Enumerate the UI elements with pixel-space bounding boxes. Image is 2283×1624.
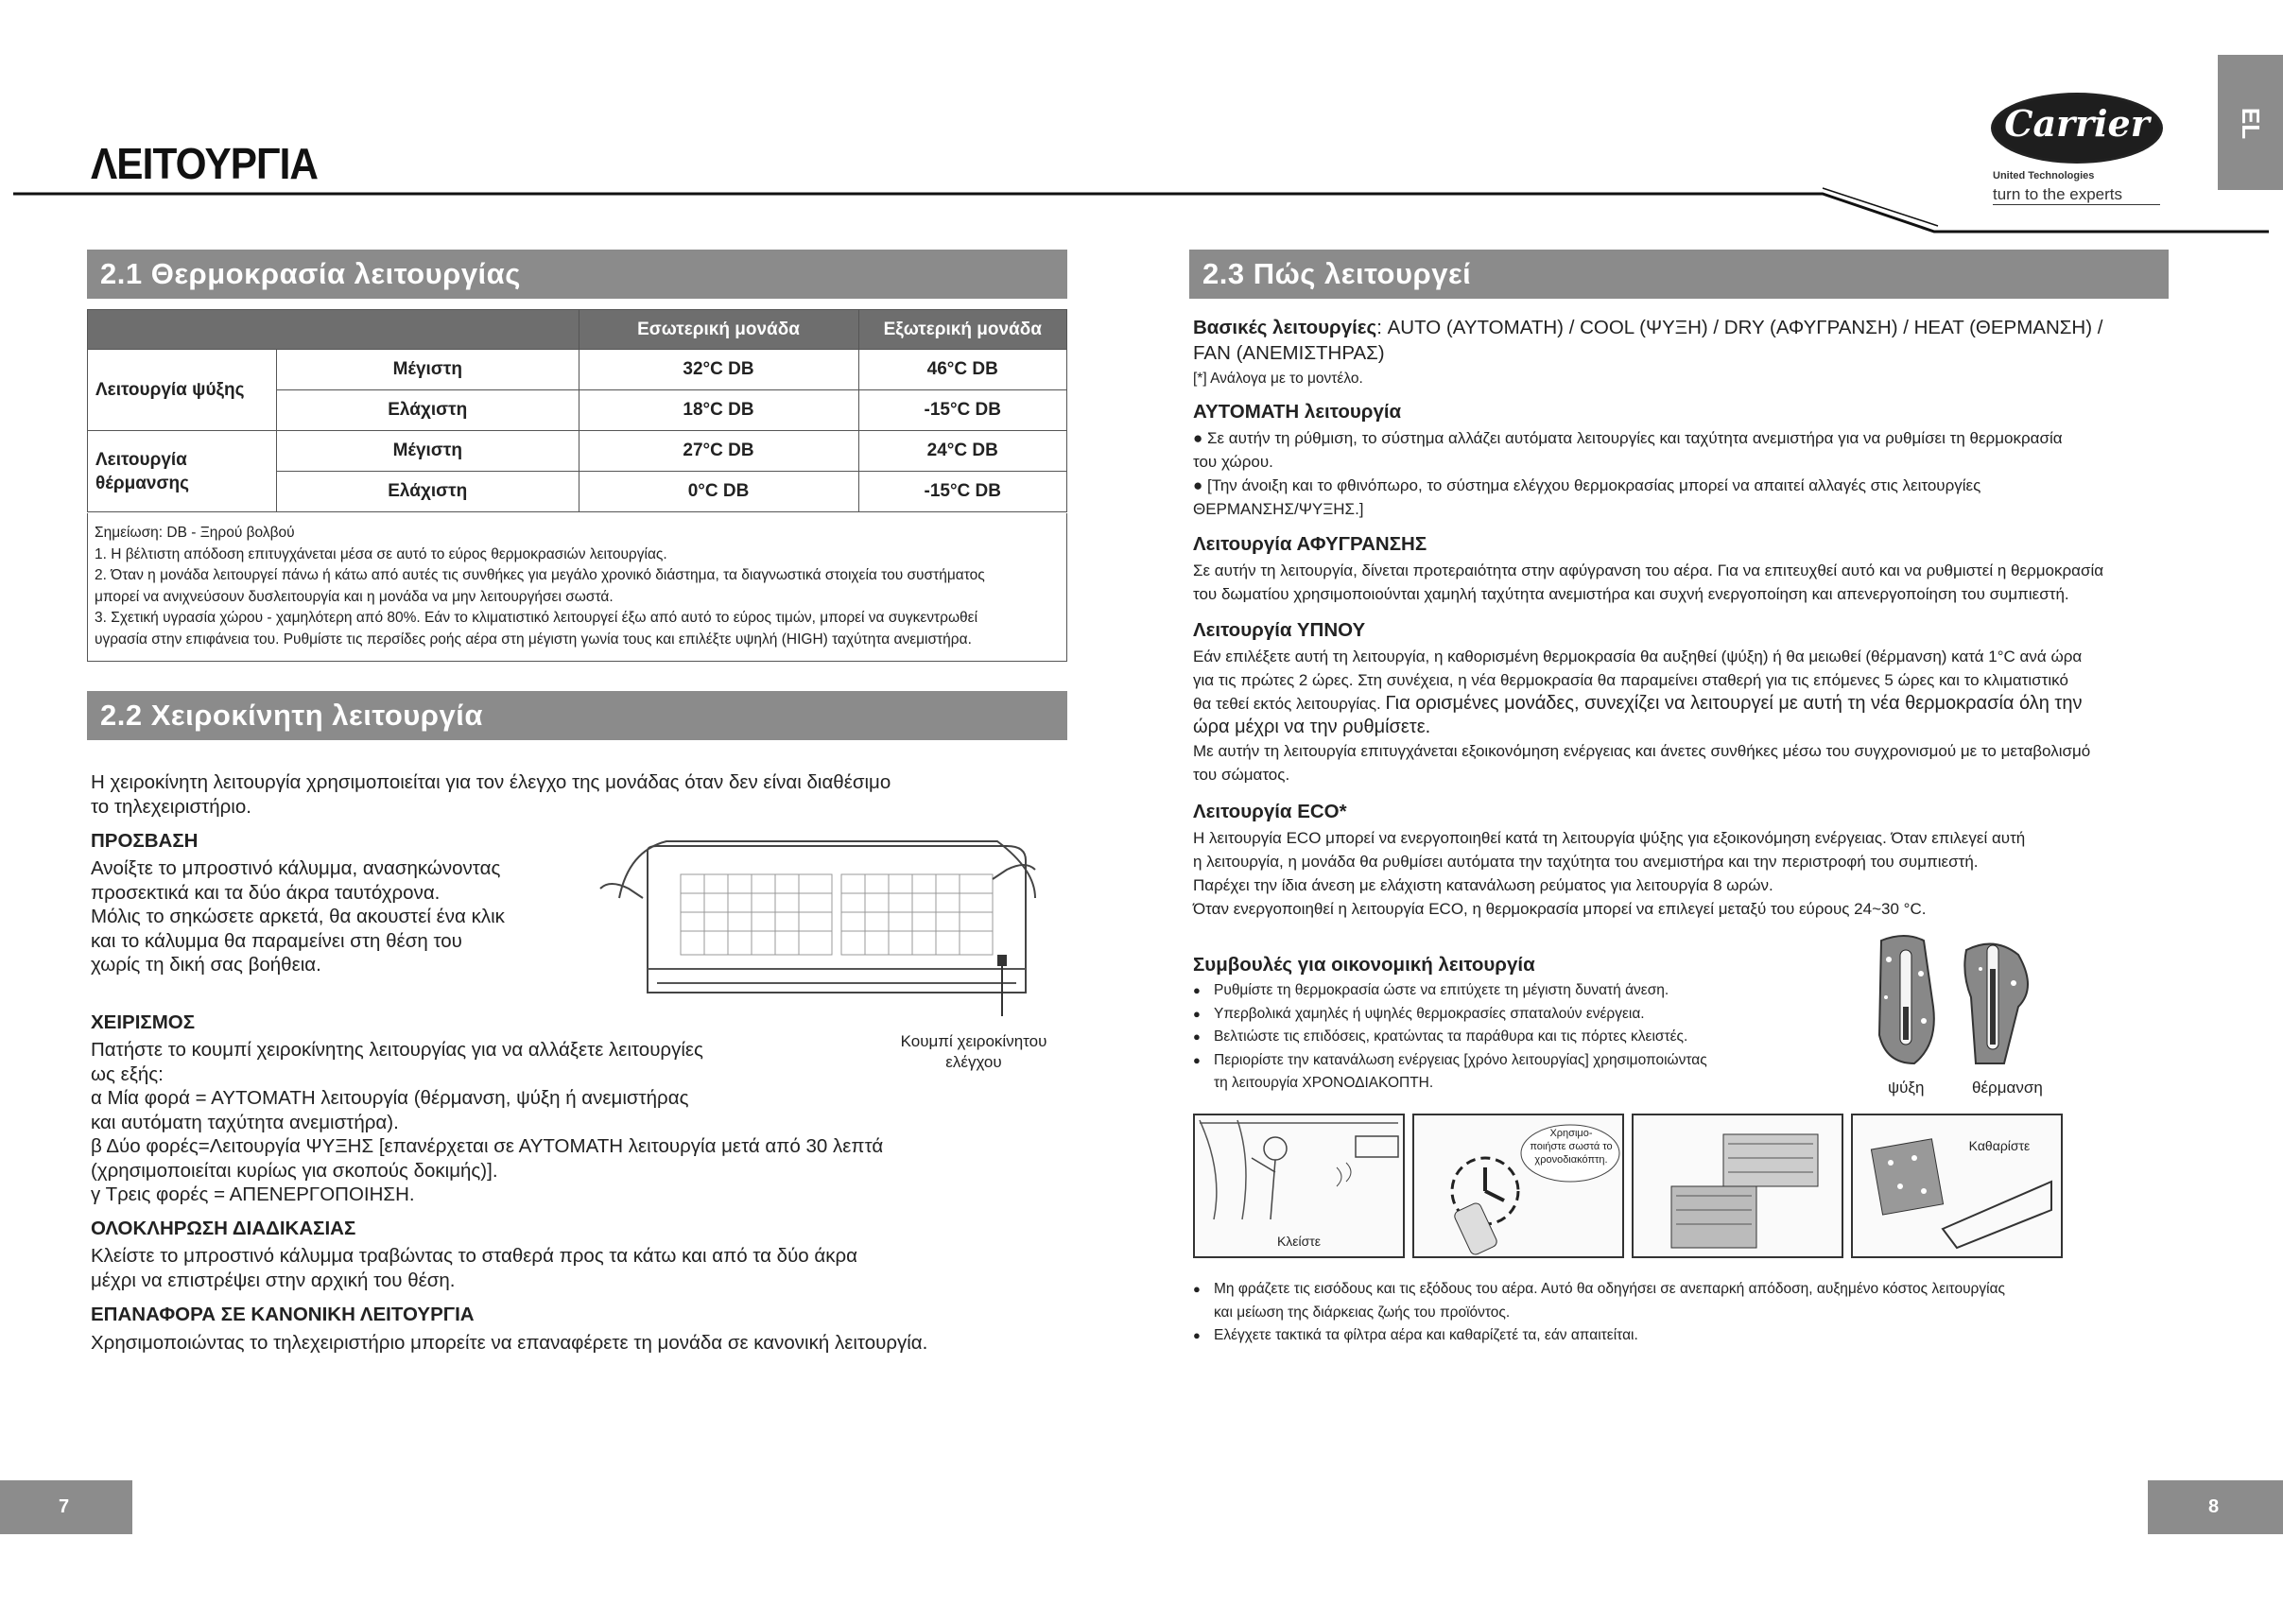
complete-heading: ΟΛΟΚΛΗΡΩΣΗ ΔΙΑΔΙΚΑΣΙΑΣ	[91, 1218, 356, 1239]
restore-text: Χρησιμοποιώντας το τηλεχειριστήριο μπορείτε να επαναφέρετε τη μονάδα σε κανονική λειτουργία.	[91, 1332, 928, 1354]
caption-line: Κουμπί χειροκίνητου	[900, 1032, 1047, 1050]
access-line: και το κάλυμμα θα παραμείνει στη θέση του	[91, 929, 462, 952]
sleep-line: Εάν επιλέξετε αυτή τη λειτουργία, η καθορισμένη θερμοκρασία θα αυξηθεί (ψύξη) ή θα μειωθεί (θέρμανση) κατά 1°C ανά ώρα	[1193, 648, 2083, 665]
auto-line: ● Σε αυτήν τη ρύθμιση, το σύστημα αλλάζει αυτόματα λειτουργίες και ταχύτητα ανεμιστήρα για να ρυθμίσει τη θερμοκρασία	[1193, 429, 2063, 447]
basic-functions-list: : AUTO (ΑΥΤΟΜΑΤΗ) / COOL (ΨΥΞΗ) / DRY (ΑΦΥΓΡΑΝΣΗ) / HEAT (ΘΕΡΜΑΝΣΗ) /	[1376, 317, 2103, 338]
access-line: προσεκτικά και τα δύο άκρα ταυτόχρονα.	[91, 881, 441, 904]
thermometer-illustration	[1862, 931, 2042, 1073]
cooling-mode-label: Λειτουργία ψύξης	[88, 350, 277, 431]
caption-line: ελέγχου	[945, 1053, 1002, 1071]
access-heading: ΠΡΟΣΒΑΣΗ	[91, 830, 199, 852]
handling-line: γ Τρεις φορές = ΑΠΕΝΕΡΓΟΠΟΙΗΣΗ.	[91, 1183, 415, 1205]
sleep-text	[1193, 645, 2214, 786]
eco-line: η λειτουργία, η μονάδα θα ρυθμίσει αυτόματα την ταχύτητα του ανεμιστήρα και την περιστροφή του συμπιεστή.	[1193, 853, 1979, 871]
sleep-line: του σώματος.	[1193, 766, 1290, 784]
list-item: ● Υπερβολικά χαμηλές ή υψηλές θερμοκρασίες σπαταλούν ενέργεια.	[1193, 1003, 1855, 1027]
handling-heading: ΧΕΙΡΙΣΜΟΣ	[91, 1011, 196, 1033]
table-row	[88, 350, 1067, 390]
handling-line: α Μία φορά = ΑΥΤΟΜΑΤΗ λειτουργία (θέρμανση, ψύξη ή ανεμιστήρας	[91, 1087, 689, 1109]
complete-line: μέχρι να επιστρέψει στην αρχική του θέση.	[91, 1269, 456, 1291]
complete-line: Κλείστε το μπροστινό κάλυμμα τραβώντας το σταθερά προς τα κάτω και από τα δύο άκρα	[91, 1245, 858, 1267]
section-2-2-heading: 2.2 Χειροκίνητη λειτουργία	[87, 691, 1067, 740]
complete-text	[91, 1244, 1036, 1292]
max-label: Μέγιστη	[277, 431, 579, 472]
brand-name: Carrier	[2004, 102, 2150, 145]
basic-functions	[1193, 315, 2176, 366]
close-caption: Κλείστε	[1276, 1234, 1322, 1249]
final-tip-line: και μείωση της διάρκειας ζωής του προϊόντος.	[1214, 1304, 1511, 1321]
page-number-right: 8	[2148, 1480, 2283, 1534]
handling-line: β Δύο φορές=Λειτουργία ΨΥΞΗΣ [επανέρχεται σε ΑΥΤΟΜΑΤΗ λειτουργία μετά από 30 λεπτά	[91, 1135, 884, 1157]
cooling-outdoor-min: -15°C DB	[858, 390, 1066, 431]
bubble-line: Χρησιμο-	[1549, 1128, 1593, 1139]
basic-functions-label: Βασικές λειτουργίες	[1193, 317, 1377, 338]
tips-tail: τη λειτουργία ΧΡΟΝΟΔΙΑΚΟΠΤΗ.	[1214, 1075, 1434, 1091]
note-line: υγρασία στην επιφάνεια του. Ρυθμίστε τις περσίδες ροής αέρα στη μέγιστη γωνία τους και επιλέξτε υψηλή (HIGH) ταχύτητα ανεμιστήρα.	[95, 631, 972, 648]
auto-heading: ΑΥΤΟΜΑΤΗ λειτουργία	[1193, 401, 1402, 423]
restore-heading: ΕΠΑΝΑΦΟΡΑ ΣΕ ΚΑΝΟΝΙΚΗ ΛΕΙΤΟΥΡΓΙΑ	[91, 1304, 475, 1325]
access-line: χωρίς τη δική σας βοήθεια.	[91, 954, 321, 976]
sleep-line: για τις πρώτες 2 ώρες. Στη συνέχεια, η νέα θερμοκρασία θα παραμείνει σταθερή για τις επόμενες 5 ώρες και το κλιματιστικό	[1193, 671, 2068, 689]
heating-outdoor-min: -15°C DB	[858, 472, 1066, 512]
section-2-1-heading: 2.1 Θερμοκρασία λειτουργίας	[87, 250, 1067, 299]
sleep-line-large: ώρα μέχρι να την ρυθμίσετε.	[1193, 717, 1431, 737]
handling-line: Πατήστε το κουμπί χειροκίνητης λειτουργίας για να αλλάξετε λειτουργίες	[91, 1039, 703, 1061]
heating-indoor-min: 0°C DB	[579, 472, 858, 512]
eco-heading: Λειτουργία ECO*	[1193, 801, 1347, 822]
handling-text	[91, 1038, 998, 1207]
filter-drawing	[1853, 1115, 2061, 1257]
table-notes	[87, 513, 1067, 662]
cooling-indoor-min: 18°C DB	[579, 390, 858, 431]
cooling-outdoor-max: 46°C DB	[858, 350, 1066, 390]
note-line: 3. Σχετική υγρασία χώρου - χαμηλότερη από 80%. Εάν το κλιματιστικό λειτουργεί έξω από αυτό το εύρος τιμών, μπορεί να συγκεντρωθεί	[95, 610, 978, 626]
note-line: 1. Η βέλτιστη απόδοση επιτυγχάνεται μέσα σε αυτό το εύρος θερμοκρασιών λειτουργίας.	[95, 545, 667, 562]
access-line: Ανοίξτε το μπροστινό κάλυμμα, ανασηκώνοντας	[91, 857, 501, 879]
language-label: EL	[2237, 107, 2265, 140]
heating-indoor-max: 27°C DB	[579, 431, 858, 472]
page-title: ΛΕΙΤΟΥΡΓΙΑ	[91, 139, 319, 188]
dry-line: του δωματίου χρησιμοποιούνται χαμηλή ταχύτητα ανεμιστήρα και συχνή ενεργοποίηση και απενεργοποίηση του συμπιεστή.	[1193, 585, 2069, 603]
list-item: ● Βελτιώστε τις επιδόσεις, κρατώντας τα παράθυρα και τις πόρτες κλειστές.	[1193, 1026, 1855, 1049]
bubble-line: χρονοδιακόπτη.	[1534, 1154, 1608, 1166]
auto-line: ΘΕΡΜΑΝΣΗΣ/ΨΥΞΗΣ.]	[1193, 500, 1364, 518]
table-corner	[88, 310, 579, 350]
sleep-heading: Λειτουργία ΥΠΝΟΥ	[1193, 619, 1366, 641]
note-line: Σημείωση: DB - Ξηρού βολβού	[95, 525, 295, 541]
handling-line: και αυτόματη ταχύτητα ανεμιστήρα).	[91, 1111, 399, 1133]
cooling-indoor-max: 32°C DB	[579, 350, 858, 390]
handling-line: (χρησιμοποιείται κυρίως για σκοπούς δοκιμής)].	[91, 1159, 498, 1182]
sleep-line: Με αυτήν τη λειτουργία επιτυγχάνεται εξοικονόμηση ενέργειας και άνετες συνθήκες μέσω του συγχρονισμού με το μεταβολισμό	[1193, 742, 2091, 760]
curtain-drawing	[1195, 1115, 1403, 1229]
clean-filter-illustration	[1851, 1114, 2063, 1258]
heating-label: θέρμανση	[1972, 1079, 2043, 1097]
heating-mode-text: Λειτουργία θέρμανσης	[95, 449, 189, 493]
col-indoor: Εσωτερική μονάδα	[579, 310, 858, 350]
timer-illustration	[1412, 1114, 1624, 1258]
handling-line: ως εξής:	[91, 1063, 164, 1085]
tips-heading: Συμβουλές για οικονομική λειτουργία	[1193, 954, 1535, 976]
list-item: ● Ελέγχετε τακτικά τα φίλτρα αέρα και καθαρίζετέ τα, εάν απαιτείται.	[1193, 1324, 2138, 1348]
bubble-line: ποιήστε σωστά το	[1530, 1141, 1613, 1152]
table-row	[88, 431, 1067, 472]
heating-outdoor-max: 24°C DB	[858, 431, 1066, 472]
dry-line: Σε αυτήν τη λειτουργία, δίνεται προτεραιότητα στην αφύγρανση του αέρα. Για να επιτευχθεί αυτό και να ρυθμιστεί η θερμοκρασία	[1193, 561, 2104, 579]
auto-line: του χώρου.	[1193, 453, 1273, 471]
manual-intro	[91, 770, 1036, 819]
brand-tagline: turn to the experts	[1993, 185, 2160, 205]
timer-bubble	[1522, 1127, 1620, 1166]
final-tip-line: ● Μη φράζετε τις εισόδους και τις εξόδους του αέρα. Αυτό θα οδηγήσει σε ανεπαρκή απόδοση, αυξημένο κόστος λειτουργίας	[1214, 1281, 2005, 1297]
col-outdoor: Εξωτερική μονάδα	[858, 310, 1066, 350]
min-label: Ελάχιστη	[277, 390, 579, 431]
close-curtains-illustration	[1193, 1114, 1405, 1258]
page-number-left: 7	[0, 1480, 132, 1534]
eco-line: Η λειτουργία ECO μπορεί να ενεργοποιηθεί κατά τη λειτουργία ψύξης για εξοικονόμηση ενέργειας. Όταν επιλεγεί αυτή	[1193, 829, 2026, 847]
intro-line: Η χειροκίνητη λειτουργία χρησιμοποιείται για τον έλεγχο της μονάδας όταν δεν είναι διαθέσιμο	[91, 771, 891, 793]
dry-text	[1193, 559, 2214, 606]
brand-subtitle: United Technologies	[1993, 170, 2095, 181]
auto-line: ● [Την άνοιξη και το φθινόπωρο, το σύστημα ελέγχου θερμοκρασίας μπορεί να απαιτεί αλλαγές στις λειτουργίες	[1193, 476, 1981, 494]
auto-text	[1193, 426, 2195, 521]
list-item	[1193, 1278, 2138, 1324]
airflow-drawing	[1634, 1115, 1842, 1257]
model-note: [*] Ανάλογα με το μοντέλο.	[1193, 371, 1363, 387]
list-item: ● Ρυθμίστε τη θερμοκρασία ώστε να επιτύχετε τη μέγιστη δυνατή άνεση.	[1193, 979, 1855, 1003]
operating-temperature-table	[87, 309, 1067, 512]
min-label: Ελάχιστη	[277, 472, 579, 512]
basic-functions-list-cont: FAN (ΑΝΕΜΙΣΤΗΡΑΣ)	[1193, 342, 1385, 364]
indoor-unit-illustration	[591, 832, 1045, 1021]
eco-line: Όταν ενεργοποιηθεί η λειτουργία ECO, η θερμοκρασία μπορεί να επιλεγεί μεταξύ του εύρους 24~30 °C.	[1193, 900, 1927, 918]
max-label: Μέγιστη	[277, 350, 579, 390]
note-line: 2. Όταν η μονάδα λειτουργεί πάνω ή κάτω από αυτές τις συνθήκες για μεγάλο χρονικό διάστημα, τα διαγνωστικά στοιχεία του συστήματος	[95, 567, 985, 583]
cooling-label: ψύξη	[1888, 1079, 1925, 1097]
eco-text	[1193, 826, 2214, 921]
access-line: Μόλις το σηκώσετε αρκετά, θα ακουστεί ένα κλικ	[91, 906, 505, 927]
sleep-line-large: Για ορισμένες μονάδες, συνεχίζει να λειτουργεί με αυτή τη νέα θερμοκρασία όλη την	[1385, 693, 2083, 714]
final-tips-list	[1193, 1278, 2138, 1348]
heating-mode-label	[88, 431, 277, 512]
sleep-line: θα τεθεί εκτός λειτουργίας.	[1193, 695, 1381, 713]
tips-list	[1193, 979, 1855, 1072]
note-line: μπορεί να ανιχνεύσουν δυσλειτουργία και η μονάδα να μην λειτουργήσει σωστά.	[95, 588, 614, 605]
access-text	[91, 856, 582, 977]
eco-line: Παρέχει την ίδια άνεση με ελάχιστη κατανάλωση ρεύματος για λειτουργία 8 ωρών.	[1193, 876, 1773, 894]
intro-line: το τηλεχειριστήριο.	[91, 795, 251, 818]
list-item: ● Περιορίστε την κατανάλωση ενέργειας [χρόνο λειτουργίας] χρησιμοποιώντας	[1193, 1049, 1855, 1073]
section-2-3-heading: 2.3 Πώς λειτουργεί	[1189, 250, 2169, 299]
header-rule	[0, 184, 2283, 236]
airflow-illustration	[1632, 1114, 1843, 1258]
dry-heading: Λειτουργία ΑΦΥΓΡΑΝΣΗΣ	[1193, 533, 1427, 555]
clean-caption: Καθαρίστε	[1968, 1138, 2031, 1153]
